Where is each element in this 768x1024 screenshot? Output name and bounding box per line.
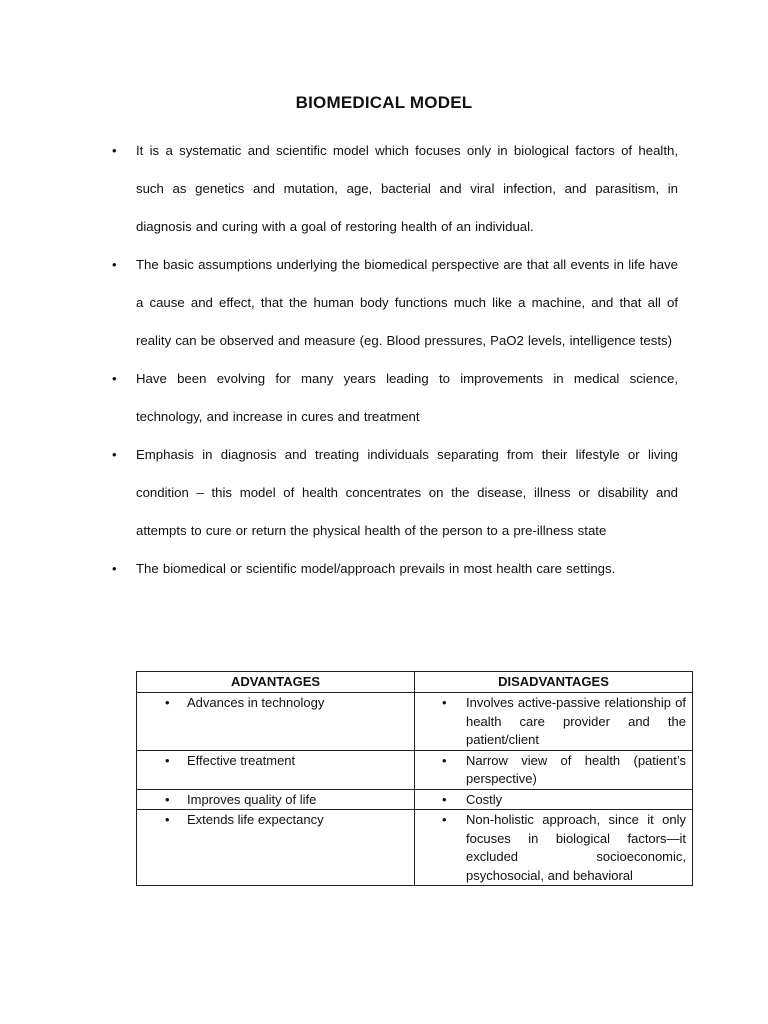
bullet-item (110, 436, 678, 550)
disadvantage-text: Narrow view of health (patient’s perspective) (466, 752, 686, 786)
table-row (137, 810, 693, 886)
bullet-item (110, 246, 678, 360)
bullet-icon: • (442, 812, 447, 827)
advantage-text: Effective treatment (187, 752, 296, 768)
bullet-text: Emphasis in diagnosis and treating individuals separating from their lifestyle or living condition – this model of health concentrates on the disease, illness or disability and attempts to cure or return the physical health of the person to a pre-illness state (136, 447, 678, 538)
disadvantage-cell (415, 789, 693, 810)
bullet-icon: • (442, 695, 447, 710)
comparison-table (136, 671, 693, 886)
disadvantage-text: Non-holistic approach, since it only focuses in biological factors—it excluded socioeconomic, psychosocial, and behavioral (466, 812, 686, 883)
table-row (137, 750, 693, 789)
advantage-text: Extends life expectancy (187, 812, 324, 827)
column-header-disadvantages: DISADVANTAGES (415, 672, 693, 693)
table-row (137, 789, 693, 810)
advantage-text: Advances in technology (187, 695, 325, 710)
bullet-text: It is a systematic and scientific model which focuses only in biological factors of health, such as genetics and mutation, age, bacterial and viral infection, and parasitism, in diagnosis and curing with a goal of restoring health of an individual. (136, 143, 678, 234)
bullet-item (110, 360, 678, 436)
bullet-icon: • (165, 812, 170, 827)
bullet-icon: • (165, 752, 170, 768)
advantage-cell (137, 810, 415, 886)
bullet-icon: • (165, 695, 170, 710)
bullet-item (110, 132, 678, 246)
disadvantage-cell (415, 693, 693, 751)
bullet-icon: • (112, 143, 117, 158)
bullet-item (110, 550, 678, 588)
advantage-cell (137, 750, 415, 789)
disadvantage-cell (415, 750, 693, 789)
disadvantage-cell (415, 810, 693, 886)
bullet-icon: • (112, 561, 117, 576)
bullet-icon: • (165, 791, 170, 807)
bullet-icon: • (112, 257, 117, 272)
bullet-icon: • (112, 447, 117, 462)
bullet-icon: • (442, 791, 447, 807)
advantage-cell (137, 789, 415, 810)
column-header-advantages: ADVANTAGES (137, 672, 415, 693)
bullet-list (110, 132, 678, 588)
bullet-text: Have been evolving for many years leading to improvements in medical science, technology, and increase in cures and treatment (136, 371, 678, 424)
table-header-row (137, 672, 693, 693)
document-title: BIOMEDICAL MODEL (295, 93, 473, 112)
disadvantage-text: Involves active-passive relationship of health care provider and the patient/client (466, 695, 686, 747)
bullet-text: The basic assumptions underlying the biomedical perspective are that all events in life have a cause and effect, that the human body functions much like a machine, and that all of reality can be observed and measure (eg. Blood pressures, PaO2 levels, intelligence tests) (136, 257, 678, 348)
advantage-text: Improves quality of life (187, 791, 317, 807)
bullet-icon: • (112, 371, 117, 386)
bullet-text: The biomedical or scientific model/approach prevails in most health care settings. (136, 561, 616, 576)
advantage-cell (137, 693, 415, 751)
disadvantage-text: Costly (466, 791, 503, 807)
table-row (137, 693, 693, 751)
bullet-icon: • (442, 752, 447, 768)
